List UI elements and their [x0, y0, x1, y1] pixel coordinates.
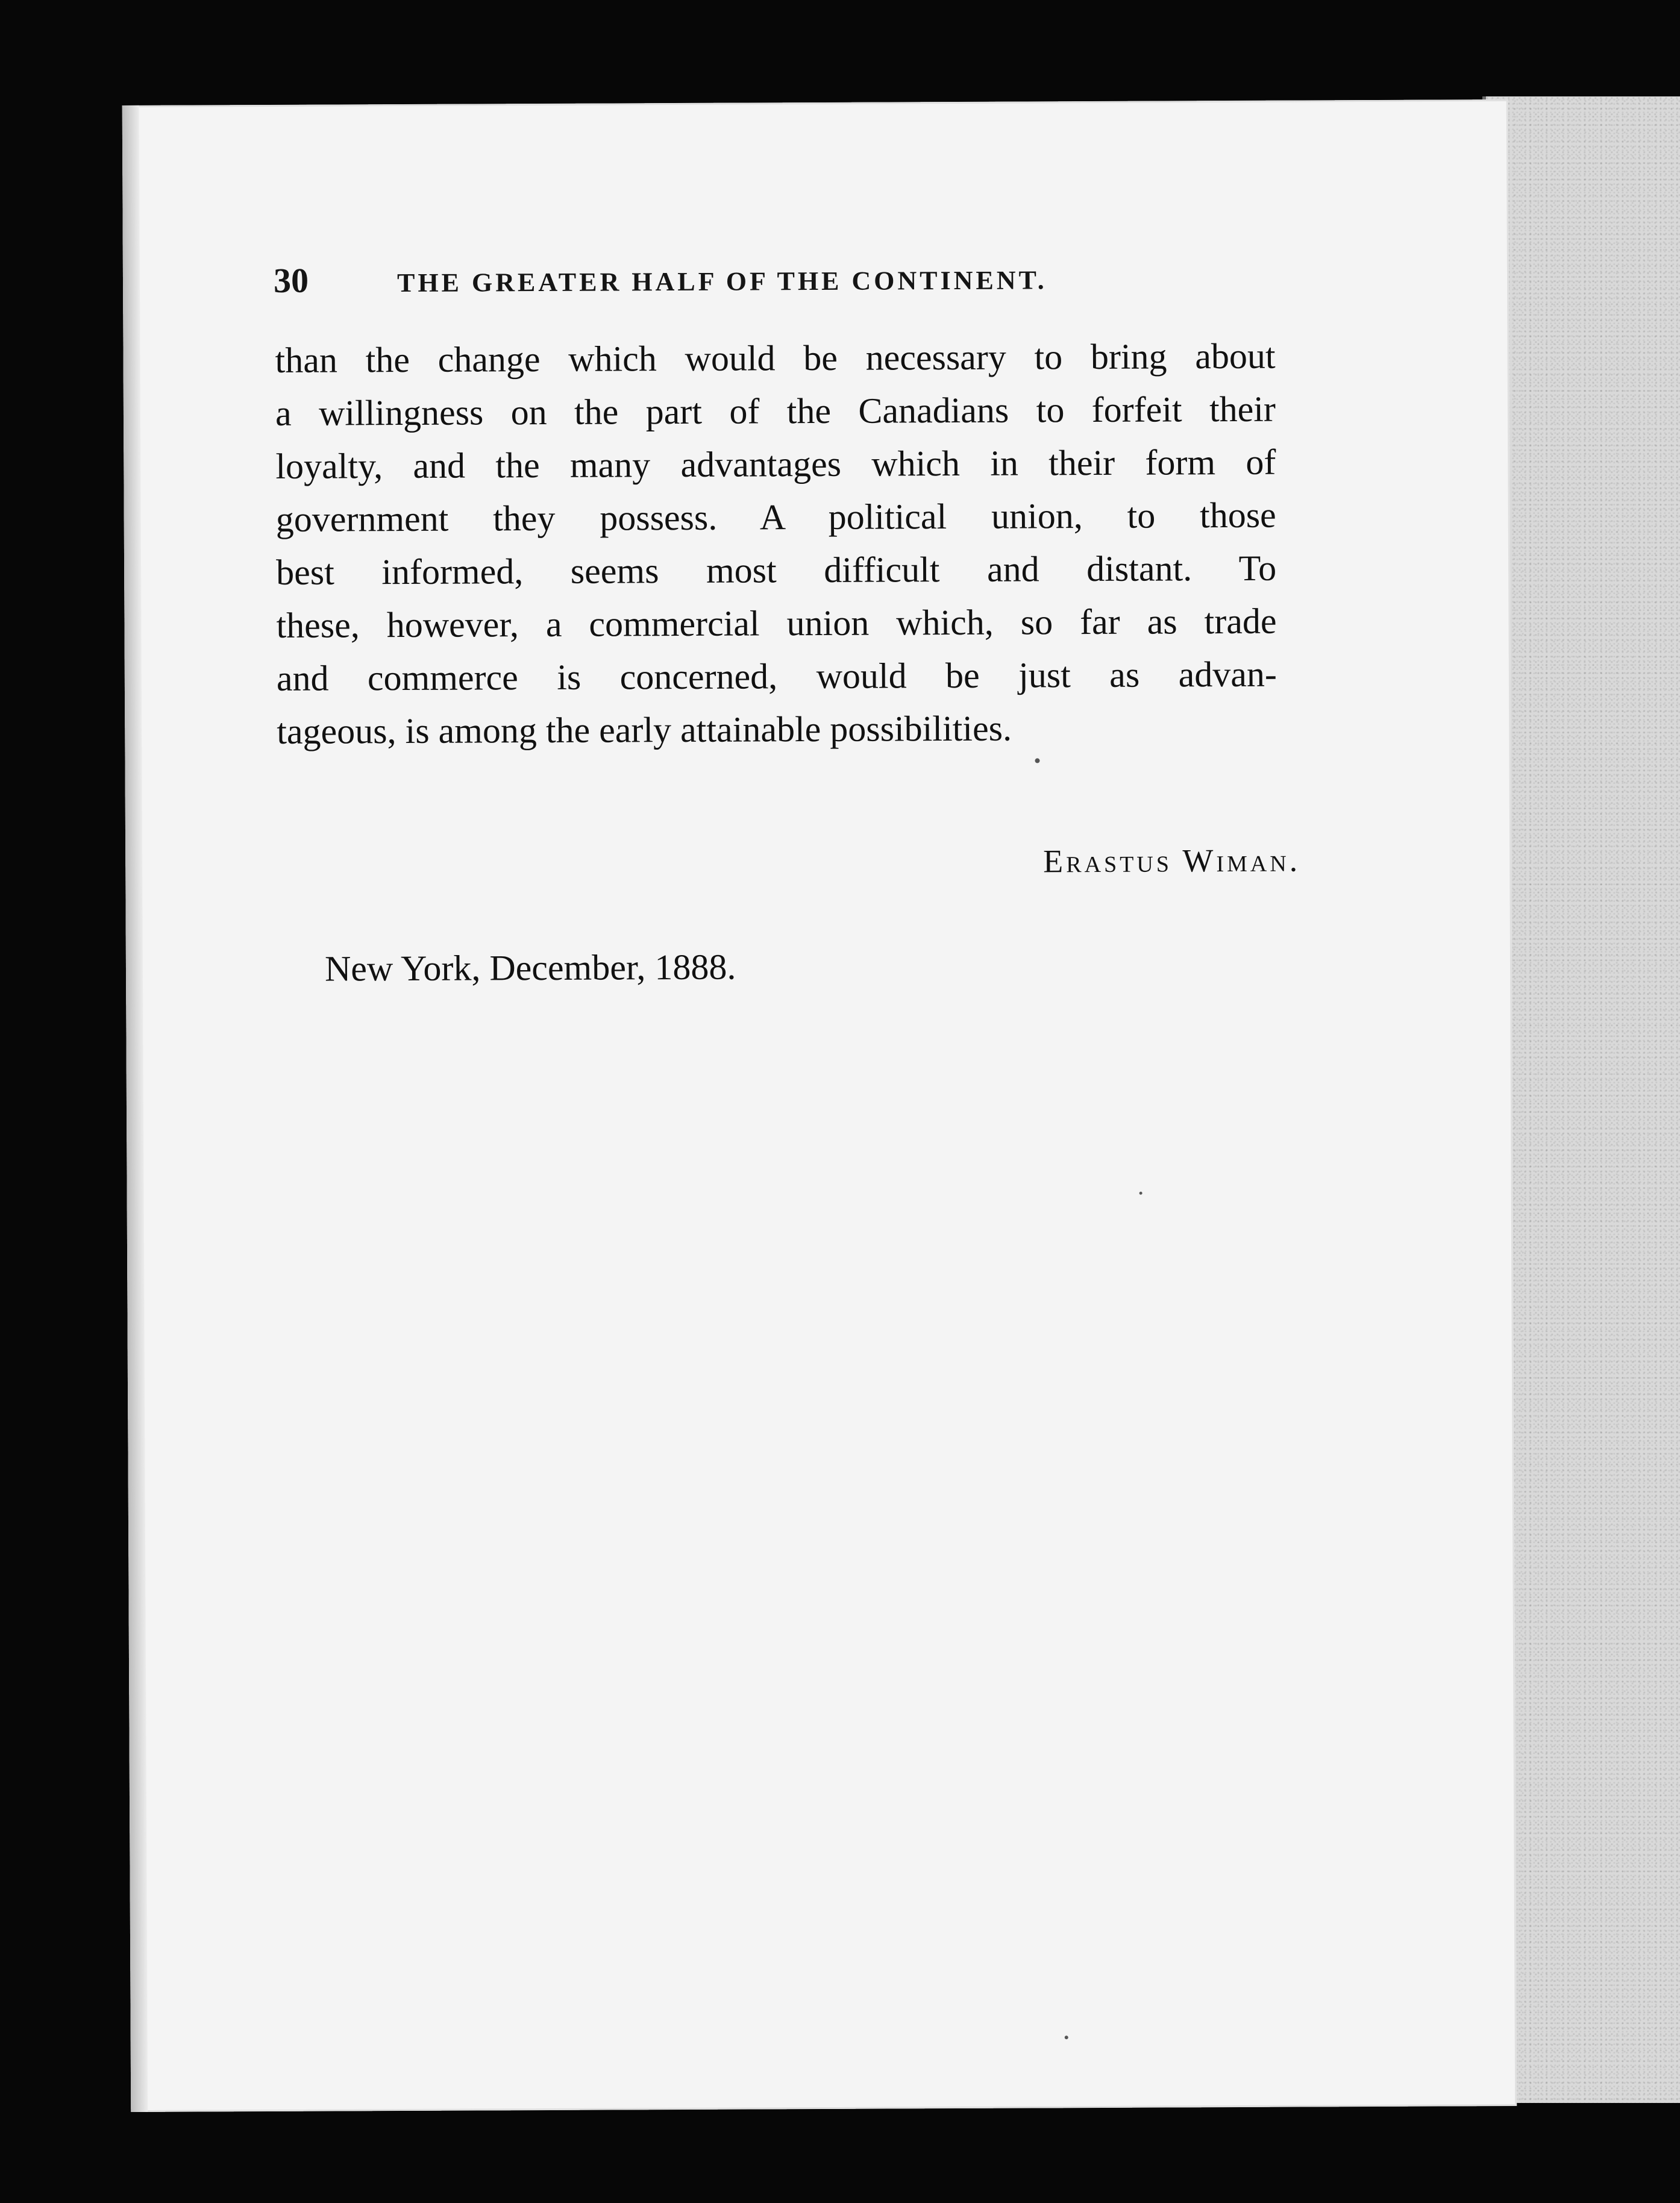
paper-speck: [1065, 2035, 1068, 2039]
body-paragraph: [275, 330, 1277, 758]
text-line: than the change which would be necessary to bring about: [275, 336, 1276, 380]
text-line: tageous, is among the early attainable possibilities.: [277, 708, 1012, 751]
text-line: a willingness on the part of the Canadians to forfeit their: [275, 389, 1276, 433]
running-title: THE GREATER HALF OF THE CONTINENT.: [396, 265, 1047, 298]
text-line: loyalty, and the many advantages which in their form of: [275, 442, 1276, 486]
paper-speck: [1035, 758, 1039, 763]
text-line: government they possess. A political union, to those: [275, 495, 1276, 539]
paper-speck: [1139, 1192, 1142, 1195]
author-signature: Erastus Wiman.: [1043, 842, 1301, 880]
running-head: [274, 256, 1298, 309]
page-number: 30: [273, 260, 309, 300]
text-line: and commerce is concerned, would be just as advan-: [276, 654, 1277, 698]
dateline: New York, December, 1888.: [324, 947, 736, 989]
text-line: these, however, a commercial union which, so far as trade: [276, 601, 1277, 645]
document-page: [122, 99, 1517, 2112]
text-line: best informed, seems most difficult and distant. To: [275, 548, 1277, 592]
